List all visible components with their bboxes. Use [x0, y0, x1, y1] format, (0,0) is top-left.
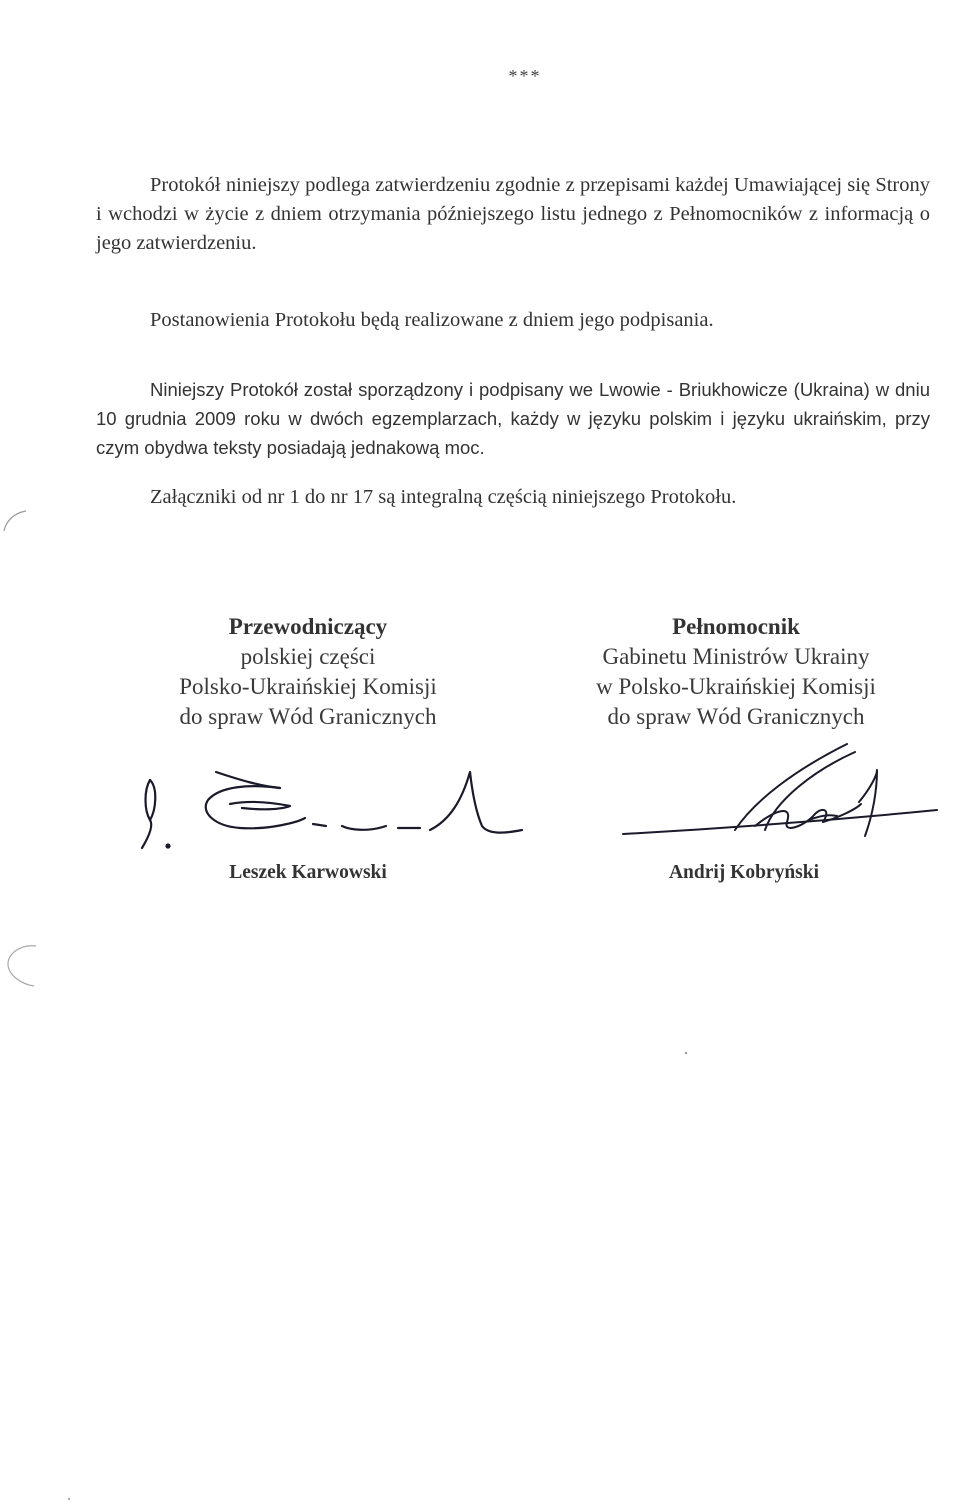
signatory-line1-right: Gabinetu Ministrów Ukrainy	[602, 644, 870, 669]
signatory-line3-right: do spraw Wód Granicznych	[607, 704, 865, 729]
scan-dot-icon	[683, 1050, 689, 1056]
signatory-line2-right: w Polsko-Ukraińskiej Komisji	[596, 674, 876, 699]
signatory-block-right	[536, 612, 936, 732]
section-separator: ***	[508, 66, 542, 86]
signatory-name-right: Andrij Kobryński	[668, 862, 820, 883]
paragraph-signing: Niniejszy Protokół został sporządzony i podpisany we Lwowie - Briukhowicze (Ukraina) w dniu 10 grudnia 2009 roku w dwóch egzemplarzach, każdy w języku polskim i języku ukraińskim, przy czym obydwa teksty posiadają jednakową moc.	[96, 379, 930, 458]
signature-right	[615, 730, 945, 850]
paragraph-attachments: Załączniki od nr 1 do nr 17 są integralną częścią niniejszego Protokołu.	[150, 486, 737, 508]
paragraph-approval: Protokół niniejszy podlega zatwierdzeniu zgodnie z przepisami każdej Umawiającej się Strony i wchodzi w życie z dniem otrzymania późniejszego listu jednego z Pełnomocników z informacją o jego zatwierdzeniu.	[96, 174, 930, 254]
signatory-name-left: Leszek Karwowski	[229, 862, 387, 883]
scan-dot-icon	[66, 1496, 72, 1502]
signature-left	[130, 760, 530, 860]
signatory-line2-left: Polsko-Ukraińskiej Komisji	[179, 674, 437, 699]
signatory-block-left	[108, 612, 508, 732]
paragraph-provisions: Postanowienia Protokołu będą realizowane z dniem jego podpisania.	[150, 309, 714, 331]
signatory-line1-left: polskiej części	[240, 644, 376, 669]
scan-mark-icon	[0, 505, 30, 535]
signatory-line3-left: do spraw Wód Granicznych	[179, 704, 437, 729]
signatory-title-left: Przewodniczący	[228, 614, 388, 639]
signatory-title-right: Pełnomocnik	[672, 614, 800, 639]
scan-mark-icon	[0, 940, 40, 990]
